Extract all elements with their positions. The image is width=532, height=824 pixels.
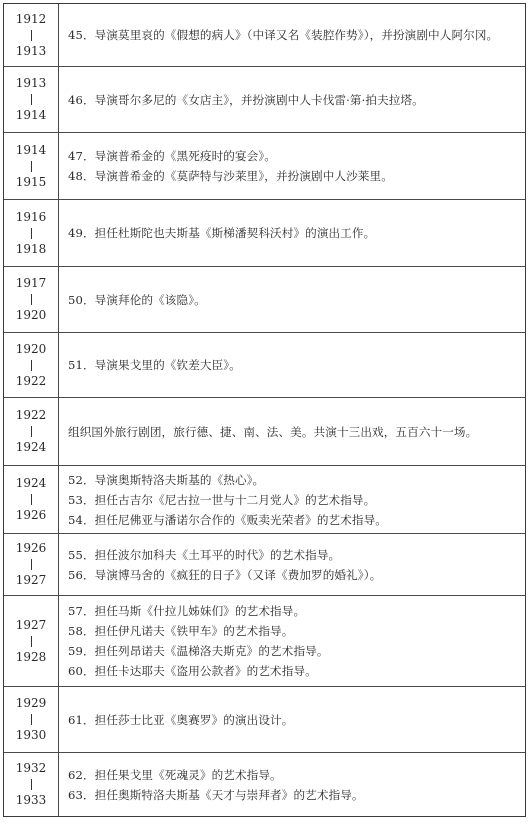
table-row (4, 753, 525, 816)
start-year: 1914 (15, 142, 47, 157)
year-range-cell (4, 267, 59, 332)
entries-cell (59, 534, 525, 595)
entry-text: 组织国外旅行剧团，旅行德、捷、南、法、美。共演十三出戏，五百六十一场。 (68, 424, 478, 439)
entries-cell (59, 398, 525, 465)
entries-cell (59, 687, 525, 752)
entry-text: 62．担任果戈里《死魂灵》的艺术指导。 (68, 767, 282, 782)
entry-text: 57．担任马斯《什拉儿姊妹们》的艺术指导。 (68, 604, 306, 618)
entries-cell (59, 200, 525, 266)
start-year: 1917 (15, 276, 47, 290)
start-year: 1912 (15, 11, 47, 26)
year-range-divider (31, 714, 32, 725)
year-range-cell (4, 133, 59, 199)
entry-text: 56．导演博马舍的《疯狂的日子》（又译《费加罗的婚礼》）。 (68, 567, 382, 582)
entry-text: 59．担任列昂诺夫《温梯洛夫斯克》的艺术指导。 (68, 644, 329, 658)
start-year: 1920 (15, 341, 47, 356)
table-row (4, 687, 525, 753)
start-year: 1924 (15, 476, 47, 490)
entries-cell (59, 4, 525, 66)
table-row (4, 267, 525, 333)
start-year: 1922 (15, 408, 47, 422)
entries-cell (59, 596, 525, 686)
year-range-cell (4, 200, 59, 266)
entry-text: 52．导演奥斯特洛夫斯基的《热心》。 (68, 472, 265, 487)
entry-text: 63．担任奥斯特洛夫斯基《天才与崇拜者》的艺术指导。 (68, 787, 364, 802)
year-range-divider (31, 559, 32, 570)
table-row (4, 333, 525, 398)
year-range-divider (31, 30, 32, 41)
year-range-divider (31, 228, 32, 239)
year-range-cell (4, 333, 59, 397)
year-range-cell (4, 534, 59, 595)
table-row (4, 200, 525, 267)
entry-text: 46．导演哥尔多尼的《女店主》，并扮演剧中人卡伐雷·第·拍夫拉塔。 (68, 92, 424, 107)
end-year: 1915 (15, 174, 47, 189)
end-year: 1927 (15, 573, 47, 587)
end-year: 1924 (15, 440, 47, 454)
table-row (4, 4, 525, 67)
start-year: 1929 (15, 696, 47, 710)
table-row (4, 466, 525, 534)
year-range-cell (4, 466, 59, 533)
year-range-divider (31, 161, 32, 172)
start-year: 1932 (15, 761, 47, 775)
year-range-divider (31, 779, 32, 790)
year-range-divider (31, 94, 32, 105)
table-row (4, 133, 525, 200)
entry-text: 54．担任尼佛亚与潘诺尔合作的《贩卖光荣者》的艺术指导。 (68, 512, 387, 527)
entry-text: 61．担任莎士比亚《奥赛罗》的演出设计。 (68, 712, 294, 727)
year-range-cell (4, 687, 59, 752)
year-range-divider (31, 636, 32, 647)
year-range-cell (4, 753, 59, 816)
entry-text: 60．担任卡达耶夫《盗用公款者》的艺术指导。 (68, 664, 317, 678)
start-year: 1916 (15, 209, 47, 224)
entry-text: 58．担任伊凡诺夫《铁甲车》的艺术指导。 (68, 624, 294, 638)
year-range-cell (4, 67, 59, 132)
table-row (4, 67, 525, 133)
year-range-cell (4, 4, 59, 66)
year-range-divider (31, 294, 32, 305)
year-range-divider (31, 494, 32, 505)
entry-text: 49．担任杜斯陀也夫斯基《斯梯潘契科沃村》的演出工作。 (68, 226, 376, 240)
timeline-table (3, 3, 526, 817)
entry-text: 51．导演果戈里的《钦差大臣》。 (68, 358, 241, 372)
start-year: 1926 (15, 541, 47, 555)
end-year: 1933 (15, 793, 47, 807)
entries-cell (59, 466, 525, 533)
entry-text: 45．导演莫里哀的《假想的病人》（中译又名《装腔作势》），并扮演剧中人阿尔冈。 (68, 28, 499, 42)
end-year: 1914 (15, 108, 47, 122)
end-year: 1920 (15, 308, 47, 322)
entry-text: 53．担任古吉尔《尼古拉一世与十二月党人》的艺术指导。 (68, 492, 376, 507)
end-year: 1922 (15, 373, 47, 388)
year-range-cell (4, 398, 59, 465)
start-year: 1913 (15, 76, 47, 90)
entry-text: 47．导演普希金的《黑死疫时的宴会》。 (68, 149, 276, 163)
entry-text: 48．导演普希金的《莫萨特与沙莱里》，并扮演剧中人沙莱里。 (68, 169, 393, 183)
entry-text: 50．导演拜伦的《该隐》。 (68, 292, 206, 307)
year-range-divider (31, 360, 32, 371)
entries-cell (59, 133, 525, 199)
start-year: 1927 (15, 617, 47, 632)
entries-cell (59, 267, 525, 332)
end-year: 1913 (15, 43, 47, 58)
end-year: 1926 (15, 508, 47, 522)
table-row (4, 534, 525, 596)
year-range-divider (31, 426, 32, 437)
end-year: 1928 (15, 649, 47, 664)
table-row (4, 398, 525, 466)
entries-cell (59, 333, 525, 397)
end-year: 1918 (15, 241, 47, 256)
end-year: 1930 (15, 728, 47, 742)
entries-cell (59, 67, 525, 132)
year-range-cell (4, 596, 59, 686)
entries-cell (59, 753, 525, 816)
table-row (4, 596, 525, 687)
entry-text: 55．担任波尔加科夫《土耳平的时代》的艺术指导。 (68, 547, 341, 562)
